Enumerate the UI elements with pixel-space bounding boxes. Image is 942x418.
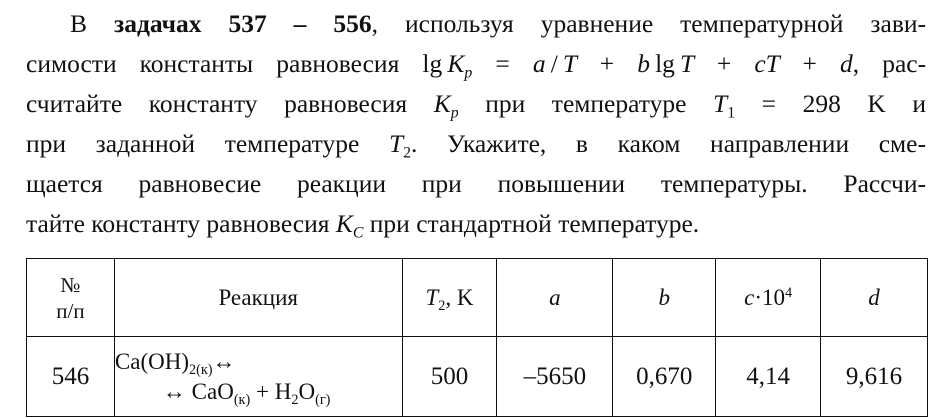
formula-T: T [562, 49, 577, 78]
product-sub: (к) [233, 391, 251, 408]
header-d-symbol: d [868, 284, 880, 310]
text: рас- [882, 49, 927, 78]
text: при стандартной температуре. [369, 209, 700, 238]
reaction-line-2 [115, 377, 402, 407]
symbol-p-sub: p [450, 104, 459, 122]
header-reaction: Реакция [114, 259, 402, 337]
table-row [27, 337, 928, 417]
product: CaO [191, 378, 234, 404]
symbol-K: K [335, 209, 353, 238]
formula-lg: lg [422, 49, 443, 78]
cell-a: –5650 [497, 337, 613, 417]
statement-line-6 [26, 204, 926, 244]
formula-a: a [532, 49, 546, 78]
header-T2 [402, 259, 497, 337]
formula-p-sub: p [464, 64, 473, 82]
statement-line-3 [26, 84, 926, 124]
header-a [497, 259, 613, 337]
reactant-sub: 2(к) [188, 361, 213, 378]
text: при температуре [485, 89, 687, 118]
reaction-table [26, 258, 928, 417]
formula-cT: cT [754, 49, 780, 78]
formula-plus: + [599, 49, 615, 78]
cell-number: 546 [27, 337, 115, 417]
equilibrium-formula [422, 49, 853, 82]
header-T2-symbol: T [425, 284, 439, 310]
product-sub: (г) [315, 391, 331, 408]
formula-d: d [839, 49, 853, 78]
header-T2-sub: 2 [438, 297, 446, 314]
cell-T2: 500 [402, 337, 497, 417]
text: = 298 K и [761, 89, 927, 118]
symbol-T: T [388, 129, 404, 158]
cell-b: 0,670 [613, 337, 716, 417]
product: O [298, 378, 316, 404]
problem-range: задачах 537 – 556 [113, 9, 372, 38]
header-d [821, 259, 928, 337]
header-c [716, 259, 821, 337]
text: , используя уравнение температурной зави- [371, 9, 926, 38]
reaction-line-1 [115, 347, 402, 377]
formula-plus: + [716, 49, 732, 78]
statement-line-1 [26, 4, 926, 44]
text: при заданной температуре [26, 129, 360, 158]
cell-d: 9,616 [821, 337, 928, 417]
product-sub: 2 [291, 391, 299, 408]
header-c-multiplier: ·10 [754, 284, 785, 310]
symbol-T-sub: 2 [403, 144, 412, 162]
symbol-C-sub: C [352, 224, 364, 242]
formula-plus: + [802, 49, 817, 78]
header-number-abbr: п/п [56, 298, 85, 323]
table-header-row [27, 259, 928, 337]
equilibrium-arrow: ↔ [212, 348, 236, 374]
formula-K: K [447, 49, 465, 78]
header-number [27, 259, 115, 337]
header-a-symbol: a [549, 284, 561, 310]
formula-eq: = [495, 49, 510, 78]
header-c-symbol: c [744, 284, 755, 310]
formula-T: T [680, 49, 694, 78]
statement-line-2 [26, 44, 926, 84]
product: H [274, 378, 292, 404]
reactant: Ca(OH) [114, 348, 189, 374]
cell-c: 4,14 [716, 337, 821, 417]
header-c-exponent: 4 [785, 284, 793, 301]
plus-sign: + [255, 378, 269, 404]
text: В [70, 9, 114, 38]
formula-b: b [637, 49, 650, 78]
statement-line-4 [26, 124, 926, 164]
equilibrium-arrow: ↔ [162, 378, 186, 404]
header-b [613, 259, 716, 337]
symbol-T: T [713, 89, 728, 118]
text: тайте константу равновесия [26, 209, 330, 238]
header-T2-unit: , K [445, 284, 474, 310]
problem-statement [26, 4, 926, 244]
text: считайте константу равновесия [26, 89, 408, 118]
cell-reaction [114, 337, 402, 417]
text: . Укажите, в каком направлении сме- [411, 129, 926, 158]
formula-slash: / [550, 49, 558, 78]
text: щается равновесие реакции при повышении температуры. Рассчи- [26, 169, 926, 198]
statement-line-5 [26, 164, 926, 204]
header-number-symbol: № [60, 272, 81, 297]
symbol-T-sub: 1 [727, 104, 736, 122]
text: симости константы равновесия [26, 49, 400, 78]
header-b-symbol: b [658, 284, 670, 310]
symbol-K: K [433, 89, 451, 118]
text: , [852, 49, 860, 78]
formula-lg: lg [655, 49, 675, 78]
